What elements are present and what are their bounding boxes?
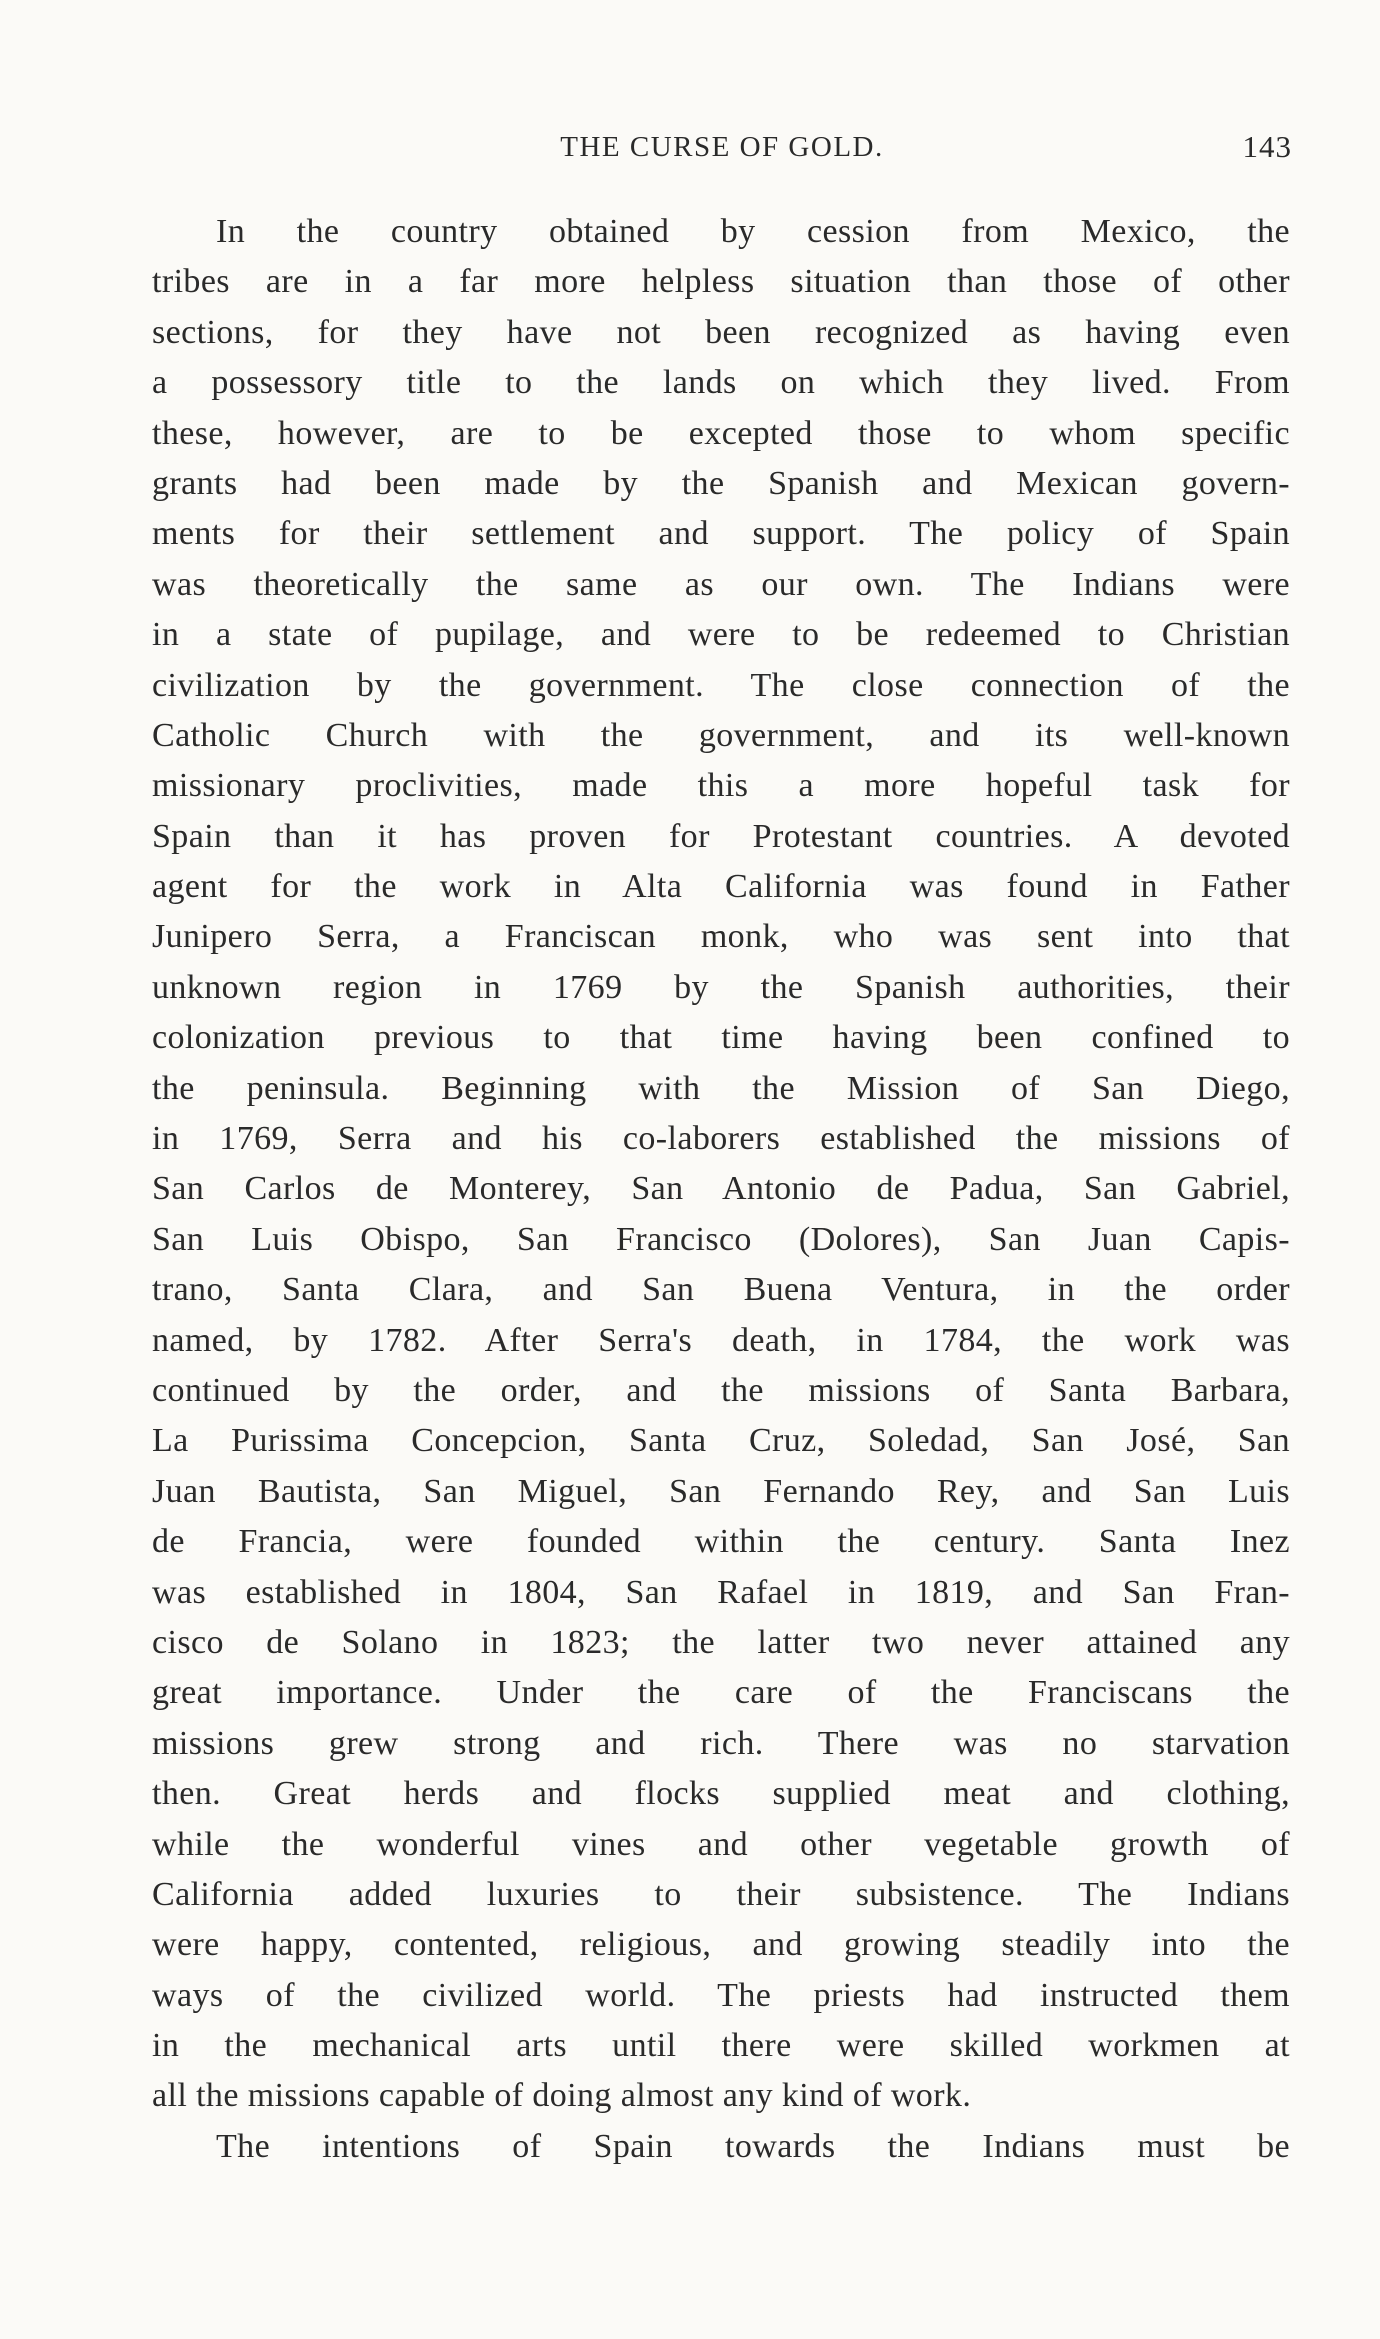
running-title: THE CURSE OF GOLD. [560, 131, 884, 163]
text-line: continued by the order, and the missions of Santa Barbara, [152, 1371, 1290, 1409]
text-line: then. Great herds and flocks supplied meat and clothing, [152, 1775, 1290, 1813]
text-line: missions grew strong and rich. There was no starvation [152, 1724, 1290, 1762]
text-line: tribes are in a far more helpless situation than those of other [152, 263, 1290, 301]
text-line: in a state of pupilage, and were to be redeemed to Christian [152, 616, 1290, 654]
text-line: ments for their settlement and support. The policy of Spain [152, 515, 1290, 553]
text-line: trano, Santa Clara, and San Buena Ventura, in the order [152, 1271, 1290, 1309]
text-line: civilization by the government. The close connection of the [152, 666, 1290, 704]
text-line: in the mechanical arts until there were skilled workmen at [152, 2027, 1290, 2065]
text-line: Juan Bautista, San Miguel, San Fernando Rey, and San Luis [152, 1472, 1290, 1510]
text-line: agent for the work in Alta California was found in Father [152, 868, 1290, 906]
text-line: the peninsula. Beginning with the Mission of San Diego, [152, 1069, 1290, 1107]
text-line: unknown region in 1769 by the Spanish authorities, their [152, 968, 1290, 1006]
text-line: while the wonderful vines and other vegetable growth of [152, 1825, 1290, 1863]
text-line: all the missions capable of doing almost any kind of work. [152, 2077, 972, 2115]
body-text [152, 207, 1290, 2172]
text-line: in 1769, Serra and his co-laborers established the missions of [152, 1120, 1290, 1158]
text-line: Catholic Church with the government, and its well-known [152, 716, 1290, 754]
text-line: were happy, contented, religious, and growing steadily into the [152, 1926, 1290, 1964]
text-line: San Carlos de Monterey, San Antonio de Padua, San Gabriel, [152, 1170, 1290, 1208]
text-line: a possessory title to the lands on which they lived. From [152, 364, 1290, 402]
text-line: grants had been made by the Spanish and Mexican govern- [152, 464, 1290, 502]
text-line: ways of the civilized world. The priests had instructed them [152, 1976, 1290, 2014]
text-line: colonization previous to that time having been confined to [152, 1019, 1290, 1057]
text-line: In the country obtained by cession from Mexico, the [216, 213, 1290, 250]
text-line: sections, for they have not been recognized as having even [152, 313, 1290, 351]
text-line: La Purissima Concepcion, Santa Cruz, Soledad, San José, San [152, 1422, 1290, 1460]
text-line: great importance. Under the care of the Franciscans the [152, 1674, 1290, 1712]
text-line: named, by 1782. After Serra's death, in 1784, the work was [152, 1321, 1290, 1359]
text-line: Spain than it has proven for Protestant countries. A devoted [152, 817, 1290, 855]
text-line: The intentions of Spain towards the Indians must be [216, 2127, 1290, 2165]
text-line: Junipero Serra, a Franciscan monk, who was sent into that [152, 918, 1290, 956]
text-line: these, however, are to be excepted those to whom specific [152, 414, 1290, 452]
page-number: 143 [1242, 129, 1292, 164]
text-line: was established in 1804, San Rafael in 1819, and San Fran- [152, 1573, 1290, 1611]
text-line: San Luis Obispo, San Francisco (Dolores), San Juan Capis- [152, 1220, 1290, 1258]
running-head [152, 127, 1292, 167]
text-line: was theoretically the same as our own. The Indians were [152, 565, 1290, 603]
text-line: missionary proclivities, made this a more hopeful task for [152, 767, 1290, 805]
text-line: cisco de Solano in 1823; the latter two never attained any [152, 1623, 1290, 1661]
text-line: California added luxuries to their subsistence. The Indians [152, 1875, 1290, 1913]
text-line: de Francia, were founded within the century. Santa Inez [152, 1523, 1290, 1561]
